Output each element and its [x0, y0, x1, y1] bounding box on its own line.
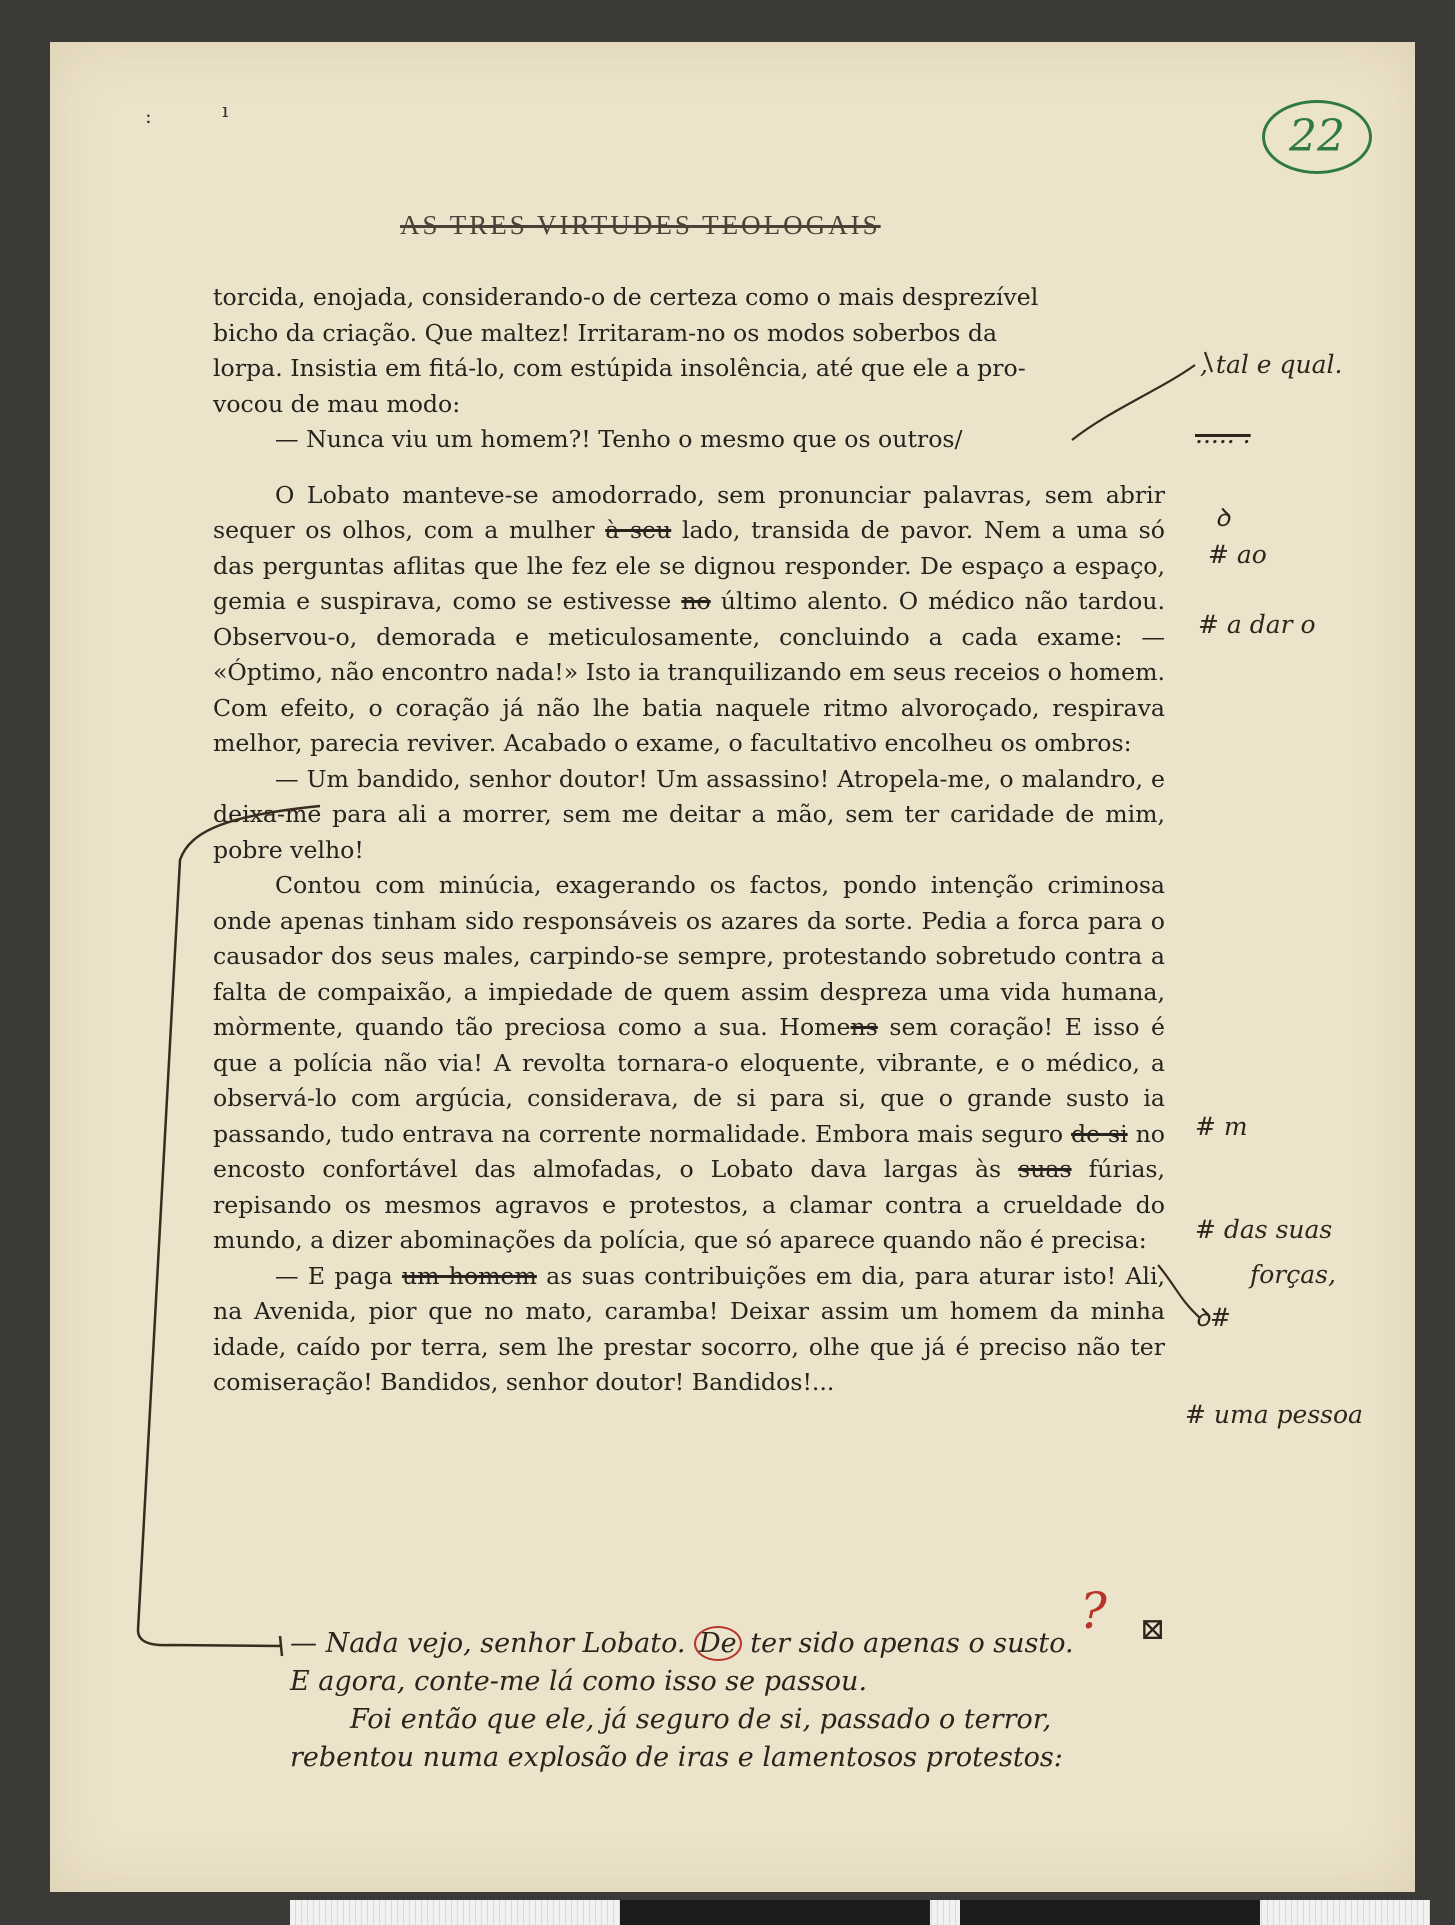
square-mark: ⊠ [1140, 1612, 1166, 1647]
handwritten-insertion [290, 1625, 1090, 1777]
struck-word: de si [1071, 1119, 1128, 1148]
color-scale-bar [290, 1900, 1430, 1925]
text-line: vocou de mau modo: [213, 389, 461, 418]
text-line: lorpa. Insistia em fitá-lo, com estúpida insolência, até que ele a pro- [213, 354, 1026, 382]
circled-word: De [694, 1626, 742, 1661]
struck-word: à seu [605, 516, 672, 544]
paragraph: O Lobato manteve-se amodorrado, sem pronunciar palavras, sem abrir sequer os olhos, com a mulher à seu lado, transida de pavor. Nem a uma só das perguntas aflitas que lhe fez ele se dignou responder. De espaço a espaço, gemia e suspirava, como se estivesse no último alento. O médico não tardou. Observou-o, demorada e meticulosamente, concluindo a cada exame: — «Óptimo, não encontro nada!» Isto ia tranquilizando em seus receios o homem. Com efeito, o coração já não lhe batia naquele ritmo alvoroçado, respirava melhor, parecia reviver. Acabado o exame, o facultativo encolheu os ombros: [213, 480, 1165, 757]
margin-note: ꝺ# [1195, 1303, 1231, 1332]
margin-note: # ao [1208, 540, 1267, 569]
margin-note: # das suas [1195, 1215, 1333, 1244]
struck-word: no [681, 587, 711, 615]
scale-black-block [620, 1900, 930, 1925]
margin-note: ꝺ [1215, 503, 1230, 532]
dialogue-paragraph: — Um bandido, senhor doutor! Um assassino! Atropela-me, o malandro, e deixa-me para ali a morrer, sem me deitar a mão, sem ter caridade de mim, pobre velho! [213, 764, 1165, 864]
handwritten-line: Foi então que ele, já seguro de si, passado o terror, rebentou numa explosão de iras e lamentosos protestos: [290, 1704, 1063, 1773]
margin-note: , tal e qual. [1200, 350, 1343, 379]
corner-mark: : [145, 104, 152, 128]
typed-text [213, 280, 1165, 1401]
margin-note: forças, [1250, 1260, 1336, 1289]
struck-word: suas [1018, 1155, 1072, 1183]
paragraph: Contou com minúcia, exagerando os factos, pondo intenção criminosa onde apenas tinham sido responsáveis os azares da sorte. Pedia a forca para o causador dos seus males, carpindo-se sempre, protestando sobretudo contra a falta de compaixão, a impiedade de quem assim despreza uma vida humana, mòrmente, quando tão preciosa como a sua. Homens sem coração! E isso é que a polícia não via! A revolta tornara-o eloquente, vibrante, e o médico, a observá-lo com argúcia, considerava, de si para si, que o grande susto ia passando, tudo entrava na corrente normalidade. Embora mais seguro de si no encosto confortável das almofadas, o Lobato dava largas às suas fúrias, repisando os mesmos agravos e protestos, a clamar contra a crueldade do mundo, a dizer abominações da polícia, que só aparece quando não é precisa: [213, 871, 1165, 1254]
dialogue-paragraph: — E paga um homem as suas contribuições em dia, para aturar isto! Ali, na Avenida, pior que no mato, caramba! Deixar assim um homem da minha idade, caído por terra, sem lhe prestar socorro, olhe que já é preciso não ter comiseração! Bandidos, senhor doutor! Bandidos!... [213, 1261, 1165, 1396]
handwritten-line: — Nada vejo, senhor Lobato. De ter sido apenas o susto. E agora, conte-me lá como isso se passou. [290, 1628, 1074, 1697]
scale-black-block [960, 1900, 1260, 1925]
struck-title: AS TRES VIRTUDES TEOLOGAIS [400, 210, 881, 240]
red-question-mark: ? [1080, 1582, 1107, 1640]
margin-note: # a dar o [1198, 610, 1316, 639]
margin-note: # m [1195, 1112, 1248, 1141]
corner-mark: ı [222, 98, 229, 122]
text-line: bicho da criação. Que maltez! Irritaram-no os modos soberbos da [213, 318, 998, 347]
struck-word: um homem [401, 1261, 537, 1290]
page-number: 22 [1262, 100, 1372, 174]
struck-word: ns [850, 1013, 878, 1041]
text-line: torcida, enojada, considerando-o de certeza como o mais desprezível [213, 283, 1039, 311]
margin-note: # uma pessoa [1185, 1400, 1363, 1429]
margin-note: ..... . [1195, 420, 1251, 449]
dialogue-line: — Nunca viu um homem?! Tenho o mesmo que os outros/ [275, 425, 963, 453]
